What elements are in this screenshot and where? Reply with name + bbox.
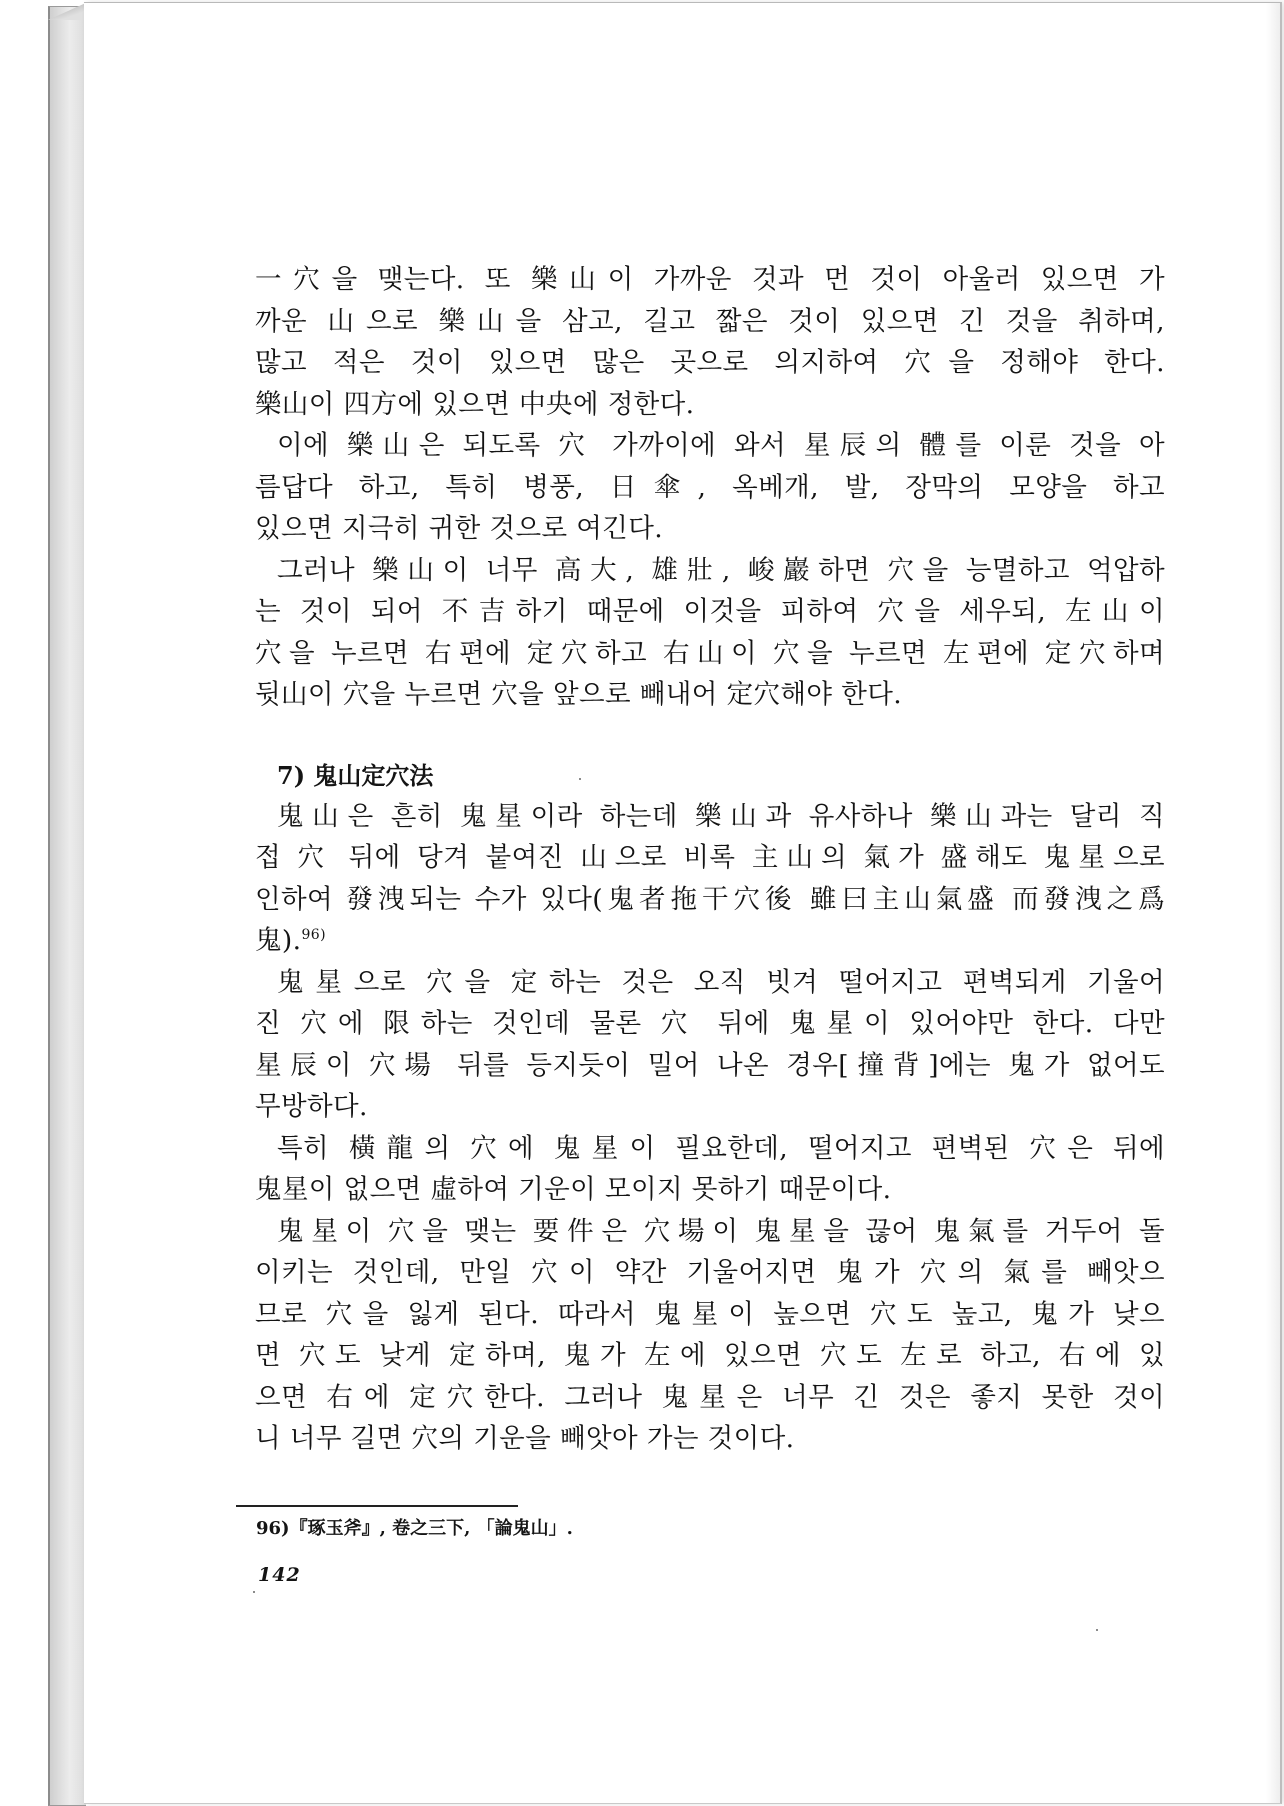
text-line: 그러나 樂山이 너무 高大, 雄壯, 峻巖하면 穴을 능멸하고 억압하 <box>277 554 1165 586</box>
text-line: 星辰이 穴場 뒤를 등지듯이 밀어 나온 경우[撞背]에는 鬼가 없어도 <box>255 1049 1165 1081</box>
body-text <box>255 259 1165 1460</box>
text-line: 鬼星이 없으면 虛하여 기운이 모이지 못하기 때문이다. <box>255 1174 892 1205</box>
text-line: 까운 山으로 樂山을 삼고, 길고 짧은 것이 있으면 긴 것을 취하며, <box>255 305 1165 337</box>
page-edge-shadow <box>1266 3 1280 1803</box>
text-line: 一穴을 맺는다. 또 樂山이 가까운 것과 먼 것이 아울러 있으면 가 <box>255 264 1165 295</box>
text-line: 이키는 것인데, 만일 穴이 약간 기울어지면 鬼가 穴의 氣를 빼앗으 <box>255 1257 1165 1288</box>
text-line: 는 것이 되어 不吉하기 때문에 이것을 피하여 穴을 세우되, 左山이 <box>255 596 1165 627</box>
print-speck <box>1096 1629 1098 1631</box>
text-line: 穴을 누르면 右편에 定穴하고 右山이 穴을 누르면 左편에 定穴하며 <box>255 637 1165 669</box>
text-line: 이에 樂山은 되도록 穴 가까이에 와서 星辰의 體를 이룬 것을 아 <box>277 430 1165 461</box>
text-line: 樂山이 四方에 있으면 中央에 정한다. <box>255 388 695 420</box>
page-number: 142 <box>258 1564 301 1586</box>
book <box>48 0 1284 1806</box>
text-line: 鬼星으로 穴을 定하는 것은 오직 빗겨 떨어지고 편벽되게 기울어 <box>277 966 1165 998</box>
footnote-text: 96)『琢玉斧』, 卷之三下, 「論鬼山」. <box>256 1518 573 1539</box>
footnote-divider <box>236 1505 518 1507</box>
text-line: 면 穴도 낮게 定하며, 鬼가 左에 있으면 穴도 左로 하고, 右에 있 <box>255 1340 1165 1371</box>
section-heading: 7) 鬼山定穴法 <box>277 760 434 790</box>
book-page <box>84 2 1282 1804</box>
text-line: 접 穴 뒤에 당겨 붙여진 山으로 비록 主山의 氣가 盛해도 鬼星으로 <box>255 842 1165 873</box>
text-line: 으면 右에 定穴한다. 그러나 鬼星은 너무 긴 것은 좋지 못한 것이 <box>255 1381 1165 1413</box>
text-line: 므로 穴을 잃게 된다. 따라서 鬼星이 높으면 穴도 높고, 鬼가 낮으 <box>255 1298 1165 1330</box>
text-line: 있으면 지극히 귀한 것으로 여긴다. <box>255 513 664 544</box>
text-line: 특히 橫龍의 穴에 鬼星이 필요한데, 떨어지고 편벽된 穴은 뒤에 <box>277 1132 1165 1164</box>
text-line: 많고 적은 것이 있으면 많은 곳으로 의지하여 穴을 정해야 한다. <box>255 347 1165 378</box>
text-line: 鬼山은 흔히 鬼星이라 하는데 樂山과 유사하나 樂山과는 달리 직 <box>277 800 1165 832</box>
text-line: 무방하다. <box>255 1091 368 1122</box>
text-line: 인하여 發洩되는 수가 있다(鬼者拖干穴後 雖曰主山氣盛 而發洩之爲 <box>255 883 1165 915</box>
text-line: 뒷山이 穴을 누르면 穴을 앞으로 빼내어 定穴해야 한다. <box>255 679 903 710</box>
text-line: 니 너무 길면 穴의 기운을 빼앗아 가는 것이다. <box>255 1423 795 1454</box>
text-line: 鬼星이 穴을 맺는 要件은 穴場이 鬼星을 끊어 鬼氣를 거두어 돌 <box>277 1215 1165 1247</box>
section-spacer <box>255 716 1165 756</box>
print-speck <box>579 778 581 780</box>
text-line-end: 鬼). <box>255 925 302 956</box>
text-line <box>255 920 1165 962</box>
book-spine <box>48 6 86 1806</box>
text-line: 름답다 하고, 특히 병풍, 日傘, 옥베개, 발, 장막의 모양을 하고 <box>255 471 1165 503</box>
text-line: 진 穴에 限하는 것인데 물론 穴 뒤에 鬼星이 있어야만 한다. 다만 <box>255 1008 1165 1039</box>
print-speck <box>253 1591 255 1593</box>
footnote-ref[interactable]: 96) <box>301 927 326 944</box>
